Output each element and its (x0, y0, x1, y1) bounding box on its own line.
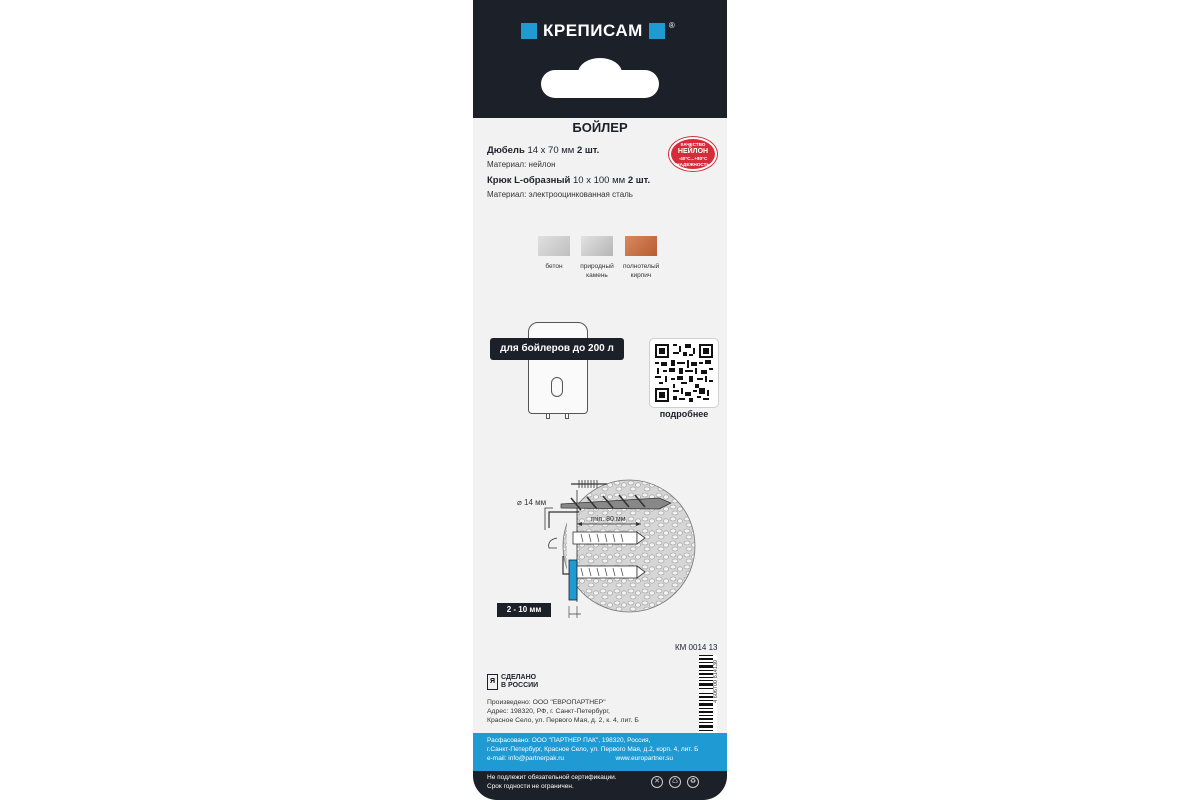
recycle-pp-icon: ♻ (687, 776, 699, 788)
footer-line2: Срок годности не ограничен. (487, 783, 574, 790)
material-stone (579, 236, 615, 280)
seal-main: НЕЙЛОН (677, 148, 709, 155)
footer-line1: Не подлежит обязательной сертификации. (487, 774, 617, 781)
boiler-capacity-badge: для бойлеров до 200 л (490, 338, 624, 360)
producer-info (487, 698, 687, 725)
packer-line1: Расфасовано: ООО "ПАРТНЕР ПАК", 198320, Россия, (487, 737, 651, 744)
made-in-russia-icon: Я (487, 674, 498, 690)
qr-code-icon (655, 344, 713, 402)
boiler-pipe-icon (565, 413, 569, 419)
packer-contacts (487, 754, 713, 763)
dowel-upper-icon (573, 532, 645, 544)
brand-name: КРЕПИСАМ (543, 21, 643, 40)
producer-line: Красное Село, ул. Первого Мая, д. 2, к. 4, лит. Б (487, 717, 639, 724)
brand-logo (521, 20, 675, 42)
article-number: КМ 0014 13 (675, 643, 718, 652)
hang-hole (541, 70, 659, 98)
boiler-pipe-icon (546, 413, 550, 419)
material-label: природный камень (580, 263, 614, 279)
product-card (473, 0, 727, 800)
boiler-icon (528, 322, 588, 414)
recycle-icon: ♺ (669, 776, 681, 788)
spec-dowel-size: 14 х 70 мм (527, 145, 575, 156)
spec-dowel-material: Материал: нейлон (487, 160, 556, 169)
spec-hook-name: Крюк L-образный (487, 175, 571, 186)
no-trash-icon: ✕ (651, 776, 663, 788)
dowel-lower-icon (573, 566, 645, 578)
made-in-line2: В РОССИИ (501, 682, 539, 689)
spec-dowel-name: Дюбель (487, 145, 525, 156)
spec-dowel-qty: 2 шт. (576, 145, 600, 156)
diameter-label: ⌀ 14 мм (517, 498, 547, 507)
spec-hook-qty: 2 шт. (627, 175, 651, 186)
eco-icons (651, 776, 699, 788)
brand-square-right-icon (649, 21, 675, 39)
packer-site: www.europartner.su (615, 755, 673, 762)
material-brick (623, 236, 659, 280)
thickness-badge: 2 - 10 мм (497, 603, 551, 617)
brand-square-left-icon (521, 23, 537, 39)
seal-bottom: НАДЕЖНОСТЬ (676, 162, 710, 167)
boiler-bracket-icon (569, 560, 577, 600)
qr-code[interactable] (649, 338, 719, 408)
made-in-line1: СДЕЛАНО (501, 674, 537, 681)
spec-dowel (487, 145, 599, 156)
seal-top: КАЧЕСТВО (680, 142, 706, 147)
seal-range: -40°С...+80°С (678, 156, 708, 161)
spec-hook-size: 10 х 100 мм (573, 175, 626, 186)
depth-label: min. 80 мм (591, 516, 626, 523)
concrete-block-icon (538, 236, 570, 256)
packer-info (473, 733, 727, 771)
qr-label: подробнее (659, 409, 709, 419)
producer-line: Произведено: ООО "ЕВРОПАРТНЕР" (487, 699, 606, 706)
brick-icon (625, 236, 657, 256)
material-label: бетон (545, 263, 563, 270)
stone-block-icon (581, 236, 613, 256)
product-title: БОЙЛЕР (572, 120, 628, 135)
barcode-number: 4 606700 814130 (713, 660, 719, 703)
spec-hook-material: Материал: электрооцинкованная сталь (487, 190, 633, 199)
producer-line: Адрес: 198320, РФ, г. Санкт-Петербург, (487, 708, 610, 715)
spec-hook (487, 175, 650, 186)
packer-line2: г.Санкт-Петербург, Красное Село, ул. Первого Мая, д.2, корп. 4, лит. Б (487, 746, 699, 753)
nylon-quality-seal (669, 137, 717, 171)
material-label: полнотелый кирпич (623, 263, 660, 279)
material-concrete (536, 236, 572, 271)
made-in-russia (501, 674, 538, 690)
registered-mark: ® (668, 21, 675, 30)
packer-email: e-mail: info@partnerpak.ru (487, 755, 565, 762)
boiler-indicator-icon (551, 377, 563, 397)
